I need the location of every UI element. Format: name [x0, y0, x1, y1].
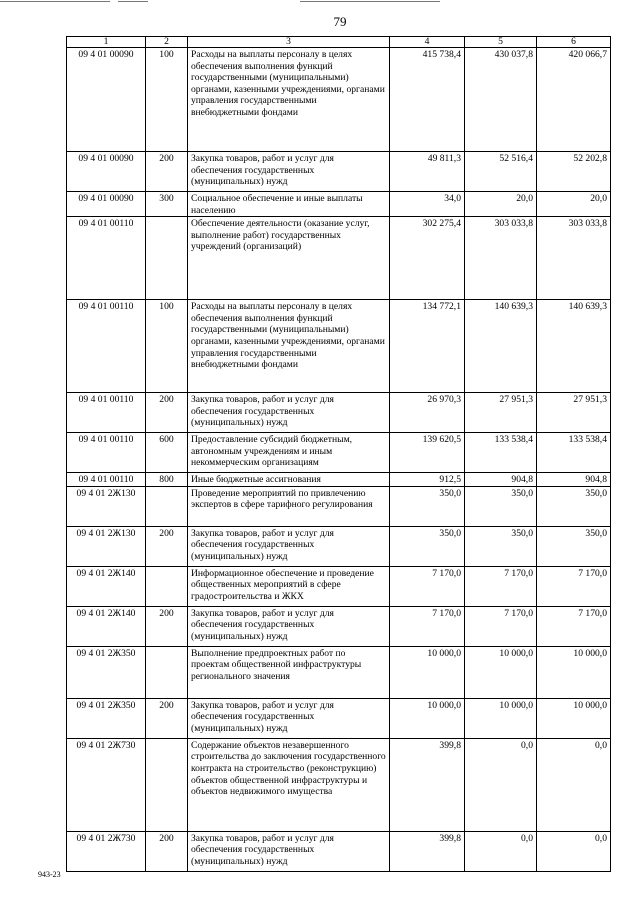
- column-header: 3: [188, 37, 390, 48]
- row-value-col5: 20,0: [465, 192, 537, 217]
- row-name: Содержание объектов незавершенного строительства до заключения государственного контракта на строительство (реконструкцию) объектов общественной инфраструктуры и объектов недвижимого имущества: [188, 738, 390, 831]
- row-value-col6: 140 639,3: [537, 300, 611, 393]
- row-name: Расходы на выплаты персоналу в целях обеспечения выполнения функций государственными (муниципальными) органами, казенными учреждениями, органами управления государственными внебюджетными фондами: [188, 300, 390, 393]
- table-body: [67, 48, 611, 872]
- row-value-col6: 20,0: [537, 192, 611, 217]
- row-value-col5: 27 951,3: [465, 393, 537, 433]
- table-row: [67, 526, 611, 566]
- row-value-col6: 133 538,4: [537, 433, 611, 473]
- column-header: 5: [465, 37, 537, 48]
- row-expense-type: 800: [146, 473, 188, 487]
- row-code: 09 4 01 00090: [67, 152, 146, 192]
- row-name: Выполнение предпроектных работ по проектам общественной инфраструктуры регионального значения: [188, 646, 390, 698]
- table-row: [67, 48, 611, 152]
- row-value-col6: 350,0: [537, 486, 611, 526]
- column-header: 2: [146, 37, 188, 48]
- row-value-col5: 7 170,0: [465, 606, 537, 646]
- table-row: [67, 738, 611, 831]
- row-value-col5: 0,0: [465, 831, 537, 871]
- row-expense-type: [146, 646, 188, 698]
- row-value-col6: 904,8: [537, 473, 611, 487]
- table-row: [67, 566, 611, 606]
- document-id: 943-23: [38, 870, 61, 879]
- row-expense-type: 100: [146, 48, 188, 152]
- row-value-col5: 303 033,8: [465, 217, 537, 300]
- budget-table: [66, 36, 611, 872]
- row-expense-type: [146, 566, 188, 606]
- row-code: 09 4 01 2Ж130: [67, 526, 146, 566]
- row-value-col4: 34,0: [390, 192, 465, 217]
- table-row: [67, 606, 611, 646]
- row-name: Проведение мероприятий по привлечению экспертов в сфере тарифного регулирования: [188, 486, 390, 526]
- column-header: 4: [390, 37, 465, 48]
- row-value-col6: 420 066,7: [537, 48, 611, 152]
- row-name: Закупка товаров, работ и услуг для обеспечения государственных (муниципальных) нужд: [188, 606, 390, 646]
- row-code: 09 4 01 2Ж130: [67, 486, 146, 526]
- row-value-col5: 350,0: [465, 526, 537, 566]
- row-value-col5: 10 000,0: [465, 646, 537, 698]
- row-expense-type: 600: [146, 433, 188, 473]
- row-value-col5: 430 037,8: [465, 48, 537, 152]
- row-value-col4: 7 170,0: [390, 566, 465, 606]
- row-value-col4: 912,5: [390, 473, 465, 487]
- row-value-col4: 7 170,0: [390, 606, 465, 646]
- row-value-col6: 27 951,3: [537, 393, 611, 433]
- row-code: 09 4 01 00110: [67, 473, 146, 487]
- scan-edge-marks: [0, 0, 640, 6]
- table-row: [67, 300, 611, 393]
- row-value-col4: 10 000,0: [390, 646, 465, 698]
- row-name: Закупка товаров, работ и услуг для обеспечения государственных (муниципальных) нужд: [188, 152, 390, 192]
- row-code: 09 4 01 2Ж730: [67, 738, 146, 831]
- row-value-col4: 302 275,4: [390, 217, 465, 300]
- row-value-col6: 10 000,0: [537, 646, 611, 698]
- column-header: 6: [537, 37, 611, 48]
- row-name: Иные бюджетные ассигнования: [188, 473, 390, 487]
- row-expense-type: 100: [146, 300, 188, 393]
- row-expense-type: [146, 217, 188, 300]
- row-value-col4: 350,0: [390, 526, 465, 566]
- row-value-col5: 52 516,4: [465, 152, 537, 192]
- table-row: [67, 192, 611, 217]
- row-name: Закупка товаров, работ и услуг для обеспечения государственных (муниципальных) нужд: [188, 393, 390, 433]
- row-value-col4: 10 000,0: [390, 698, 465, 738]
- row-expense-type: 200: [146, 698, 188, 738]
- row-value-col5: 140 639,3: [465, 300, 537, 393]
- table-row: [67, 433, 611, 473]
- row-expense-type: 200: [146, 393, 188, 433]
- row-expense-type: 200: [146, 526, 188, 566]
- row-expense-type: 200: [146, 606, 188, 646]
- row-value-col6: 350,0: [537, 526, 611, 566]
- row-name: Информационное обеспечение и проведение общественных мероприятий в сфере градостроительства и ЖКХ: [188, 566, 390, 606]
- row-code: 09 4 01 00090: [67, 192, 146, 217]
- row-code: 09 4 01 2Ж140: [67, 606, 146, 646]
- table-row: [67, 831, 611, 871]
- row-value-col5: 7 170,0: [465, 566, 537, 606]
- row-value-col5: 0,0: [465, 738, 537, 831]
- row-code: 09 4 01 2Ж350: [67, 646, 146, 698]
- row-value-col4: 399,8: [390, 831, 465, 871]
- row-value-col4: 134 772,1: [390, 300, 465, 393]
- row-code: 09 4 01 2Ж730: [67, 831, 146, 871]
- row-name: Закупка товаров, работ и услуг для обеспечения государственных (муниципальных) нужд: [188, 831, 390, 871]
- row-value-col5: 904,8: [465, 473, 537, 487]
- row-value-col6: 7 170,0: [537, 566, 611, 606]
- row-value-col4: 26 970,3: [390, 393, 465, 433]
- row-code: 09 4 01 2Ж350: [67, 698, 146, 738]
- row-expense-type: 200: [146, 831, 188, 871]
- row-name: Предоставление субсидий бюджетным, автономным учреждениям и иным некоммерческим организациям: [188, 433, 390, 473]
- row-name: Закупка товаров, работ и услуг для обеспечения государственных (муниципальных) нужд: [188, 526, 390, 566]
- row-expense-type: [146, 486, 188, 526]
- row-value-col5: 350,0: [465, 486, 537, 526]
- row-expense-type: 300: [146, 192, 188, 217]
- row-code: 09 4 01 00090: [67, 48, 146, 152]
- row-value-col4: 415 738,4: [390, 48, 465, 152]
- table-row: [67, 217, 611, 300]
- row-value-col6: 52 202,8: [537, 152, 611, 192]
- row-value-col4: 49 811,3: [390, 152, 465, 192]
- row-code: 09 4 01 2Ж140: [67, 566, 146, 606]
- row-name: Закупка товаров, работ и услуг для обеспечения государственных (муниципальных) нужд: [188, 698, 390, 738]
- row-value-col6: 0,0: [537, 738, 611, 831]
- row-code: 09 4 01 00110: [67, 217, 146, 300]
- row-value-col5: 133 538,4: [465, 433, 537, 473]
- row-code: 09 4 01 00110: [67, 433, 146, 473]
- row-name: Обеспечение деятельности (оказание услуг, выполнение работ) государственных учреждений (организаций): [188, 217, 390, 300]
- table-row: [67, 486, 611, 526]
- row-code: 09 4 01 00110: [67, 393, 146, 433]
- row-name: Социальное обеспечение и иные выплаты населению: [188, 192, 390, 217]
- row-code: 09 4 01 00110: [67, 300, 146, 393]
- row-value-col4: 139 620,5: [390, 433, 465, 473]
- row-value-col6: 10 000,0: [537, 698, 611, 738]
- row-value-col4: 399,8: [390, 738, 465, 831]
- row-value-col4: 350,0: [390, 486, 465, 526]
- row-expense-type: [146, 738, 188, 831]
- table-row: [67, 646, 611, 698]
- table-row: [67, 698, 611, 738]
- header-row: [67, 37, 611, 48]
- row-value-col6: 7 170,0: [537, 606, 611, 646]
- row-name: Расходы на выплаты персоналу в целях обеспечения выполнения функций государственными (муниципальными) органами, казенными учреждениями, органами управления государственными внебюджетными фондами: [188, 48, 390, 152]
- table-row: [67, 473, 611, 487]
- table-row: [67, 152, 611, 192]
- row-value-col5: 10 000,0: [465, 698, 537, 738]
- table-row: [67, 393, 611, 433]
- row-value-col6: 0,0: [537, 831, 611, 871]
- page-number: 79: [333, 14, 347, 29]
- row-expense-type: 200: [146, 152, 188, 192]
- row-value-col6: 303 033,8: [537, 217, 611, 300]
- column-header: 1: [67, 37, 146, 48]
